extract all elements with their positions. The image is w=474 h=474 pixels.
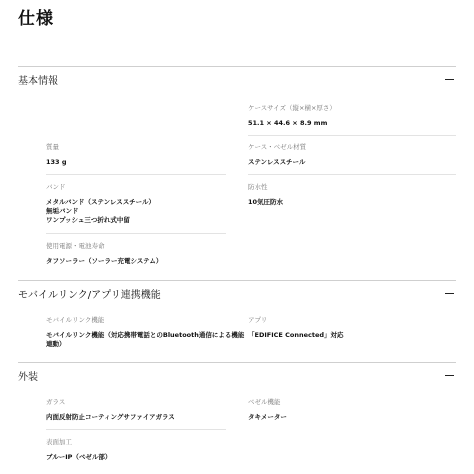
field-label: 表面加工 (46, 438, 72, 446)
band-line: メタルバンド（ステンレススチール） (46, 198, 155, 206)
field-label: アプリ (248, 316, 268, 324)
field-value: 51.1 × 44.6 × 8.9 mm (248, 119, 328, 127)
divider (248, 135, 456, 136)
field-label: 質量 (46, 143, 59, 151)
mobile-link-line: モバイルリンク機能（対応携帯電話とのBluetooth通信による機能 (46, 331, 245, 339)
band-line: 無垢バンド (46, 207, 79, 215)
section-header-basic[interactable] (18, 66, 456, 92)
field-value: ステンレススチール (248, 158, 306, 166)
section-title-mobile: モバイルリンク/アプリ連携機能 (18, 290, 161, 301)
field-band (46, 183, 155, 225)
divider (46, 174, 226, 175)
field-weight (46, 143, 66, 167)
field-label: ケース・ベゼル材質 (248, 143, 307, 151)
mobile-link-line: 連動） (46, 340, 66, 348)
field-value (46, 198, 155, 225)
collapse-icon[interactable] (445, 375, 454, 376)
page-title: 仕様 (18, 9, 54, 29)
field-mobile-link (46, 316, 244, 349)
section-header-mobile[interactable] (18, 280, 456, 306)
field-surface-treatment (46, 438, 111, 462)
field-value: タフソーラー（ソーラー充電システム） (46, 257, 163, 265)
field-bezel-function (248, 398, 287, 422)
field-value: 10気圧防水 (248, 198, 284, 206)
collapse-icon[interactable] (445, 293, 454, 294)
field-label: バンド (46, 183, 66, 191)
field-value: 「EDIFICE Connected」対応 (248, 331, 344, 339)
field-value: 内面反射防止コーティングサファイアガラス (46, 413, 175, 421)
field-label: 使用電源・電池寿命 (46, 242, 105, 250)
field-glass (46, 398, 175, 422)
field-value: タキメーター (248, 413, 287, 421)
section-header-exterior[interactable] (18, 362, 456, 388)
section-title-exterior: 外装 (18, 372, 38, 383)
field-label: ガラス (46, 398, 66, 406)
divider (46, 233, 226, 234)
field-value: ブルーIP（ベゼル部） (46, 453, 112, 461)
band-line: ワンプッシュ三つ折れ式中留 (46, 216, 130, 224)
field-value: 133 g (46, 158, 67, 166)
field-label: 防水性 (248, 183, 268, 191)
collapse-icon[interactable] (445, 79, 454, 80)
field-case-size (248, 104, 336, 128)
field-app (248, 316, 344, 340)
field-case-material (248, 143, 306, 167)
field-label: ケースサイズ（縦×横×厚さ） (248, 104, 336, 112)
section-title-basic: 基本情報 (18, 76, 58, 87)
field-label: モバイルリンク機能 (46, 316, 105, 324)
field-value (46, 331, 244, 349)
field-label: ベゼル機能 (248, 398, 281, 406)
field-power-source (46, 242, 162, 266)
field-water-resistance (248, 183, 283, 207)
divider (46, 429, 226, 430)
divider (248, 174, 456, 175)
